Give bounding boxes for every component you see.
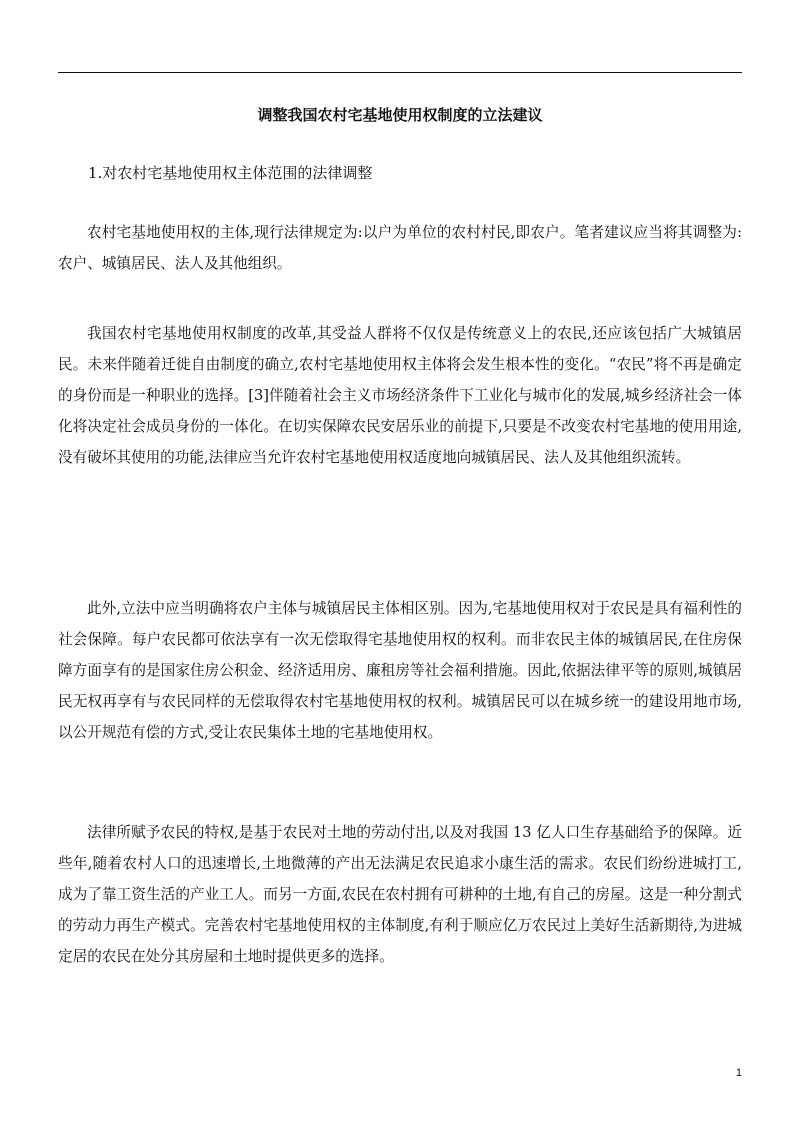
paragraph-1: 农村宅基地使用权的主体,现行法律规定为:以户为单位的农村村民,即农户。笔者建议应当将其调整为:农户、城镇居民、法人及其他组织。	[58, 224, 742, 272]
page-number: 1	[735, 1067, 742, 1079]
paragraph-3: 此外,立法中应当明确将农户主体与城镇居民主体相区别。因为,宅基地使用权对于农民是具有福利性的社会保障。每户农民都可依法享有一次无偿取得宅基地使用权的权利。而非农民主体的城镇居民,在住房保障方面享有的是国家住房公积金、经济适用房、廉租房等社会福利措施。因此,依据法律平等的原则,城镇居民无权再享有与农民同样的无偿取得农村宅基地使用权的权利。城镇居民可以在城乡统一的建设用地市场,以公开规范有偿的方式,受让农民集体土地的宅基地使用权。	[58, 600, 742, 741]
section-heading: 1.对农村宅基地使用权主体范围的法律调整	[88, 164, 373, 182]
paragraph-2: 我国农村宅基地使用权制度的改革,其受益人群将不仅仅是传统意义上的农民,还应该包括广大城镇居民。未来伴随着迁徙自由制度的确立,农村宅基地使用权主体将会发生根本性的变化。“农民”将不再是确定的身份而是一种职业的选择。[3]伴随着社会主义市场经济条件下工业化与城市化的发展,城乡经济社会一体化将决定社会成员身份的一体化。在切实保障农民安居乐业的前提下,只要是不改变农村宅基地的使用用途,没有破坏其使用的功能,法律应当允许农村宅基地使用权适度地向城镇居民、法人及其他组织流转。	[58, 325, 742, 466]
document-title: 调整我国农村宅基地使用权制度的立法建议	[257, 106, 543, 124]
header-rule	[58, 72, 742, 73]
paragraph-4: 法律所赋予农民的特权,是基于农民对土地的劳动付出,以及对我国 13 亿人口生存基础给予的保障。近些年,随着农村人口的迅速增长,土地微薄的产出无法满足农民追求小康生活的需求。农民们纷纷进城打工,成为了靠工资生活的产业工人。而另一方面,农民在农村拥有可耕种的土地,有自己的房屋。这是一种分割式的劳动力再生产模式。完善农村宅基地使用权的主体制度,有利于顺应亿万农民过上美好生活新期待,为进城定居的农民在处分其房屋和土地时提供更多的选择。	[58, 824, 742, 965]
